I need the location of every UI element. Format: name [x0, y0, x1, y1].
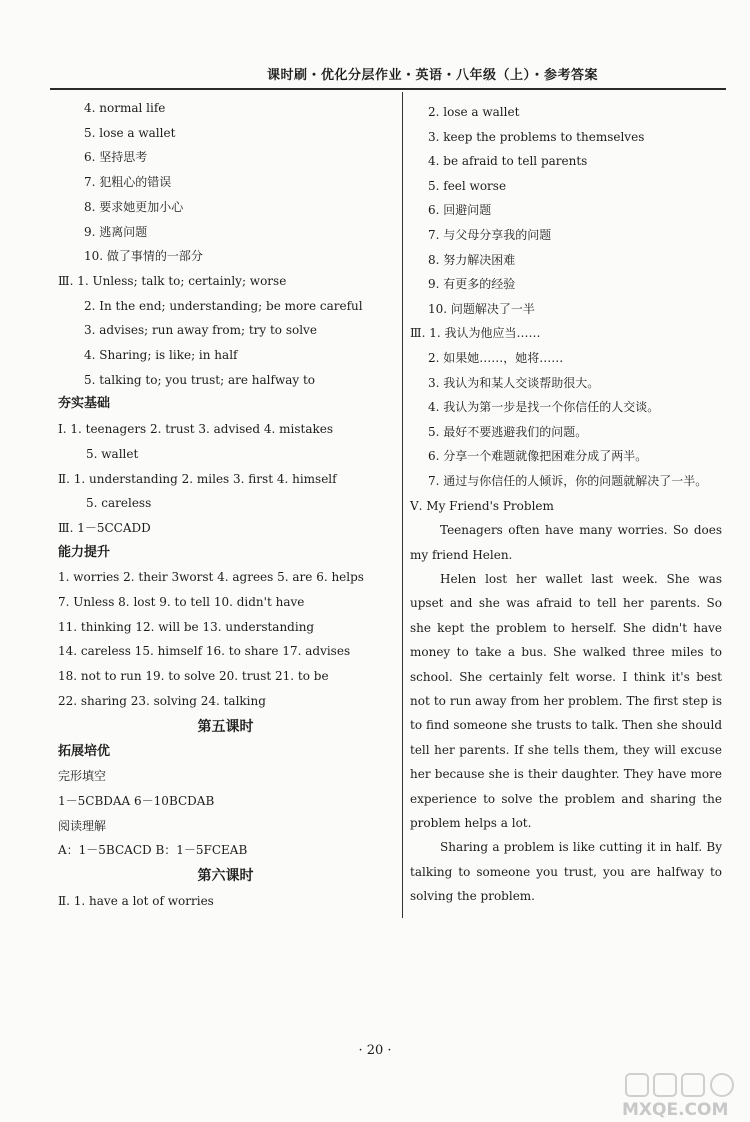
answer-line: 5. 最好不要逃避我们的问题。	[428, 424, 588, 439]
answer-line: Ⅱ. 1. understanding 2. miles 3. first 4. himself	[58, 471, 337, 486]
watermark-logo	[618, 1072, 748, 1120]
answer-line: 5. feel worse	[428, 178, 507, 193]
answer-line: 8. 努力解决困难	[428, 252, 516, 267]
answer-line: Ⅱ. 1. have a lot of worries	[58, 894, 214, 909]
essay-paragraph: Helen lost her wallet last week. She was upset and she was afraid to tell her parents. So she kept the problem to herself. She didn't have money to take a bus. She walked three miles to school. She certainly felt worse. I think it's best not to run away from her problem. The first step is to find someone she trusts to talk. Then she should tell her parents. If she tells them, they will excuse her because she is their daughter. They have more experience to solve the problem and sharing the problem helps a lot.	[410, 571, 722, 830]
answer-line: 10. 做了事情的一部分	[84, 249, 203, 264]
lesson-title: 第五课时	[197, 718, 254, 735]
answer-line: 3. 我认为和某人交谈帮助很大。	[428, 375, 600, 390]
answer-line: 6. 分享一个难题就像把困难分成了两半。	[428, 449, 648, 464]
essay-paragraph: Sharing a problem is like cutting it in half. By talking to someone you trust, you are halfway to solving the problem.	[410, 840, 722, 904]
answer-line: 1－5CBDAA 6－10BCDAB	[58, 793, 215, 808]
column-divider	[402, 92, 403, 918]
lesson-title: 第六课时	[197, 868, 254, 885]
answer-line: 22. sharing 23. solving 24. talking	[58, 693, 266, 708]
answer-line: Ⅲ. 1. 我认为他应当……	[410, 326, 541, 341]
page-header: 课时刷・优化分层作业・英语・八年级（上）・参考答案	[266, 68, 598, 83]
answer-line: 2. 如果她……，她将……	[428, 350, 564, 365]
answer-line: 5. wallet	[86, 446, 139, 461]
answer-line: 4. normal life	[84, 101, 166, 115]
answer-line: 5. talking to; you trust; are halfway to	[84, 372, 316, 387]
answer-line: 4. 我认为第一步是找一个你信任的人交谈。	[428, 400, 660, 415]
answer-line: Ⅲ. 1－5CCADD	[58, 520, 151, 535]
answer-line: Ⅲ. 1. Unless; talk to; certainly; worse	[58, 273, 287, 288]
answer-line: 7. 与父母分享我的问题	[428, 227, 552, 242]
answer-line: 8. 要求她更加小心	[84, 199, 184, 214]
answer-line: 完形填空	[58, 769, 107, 784]
answer-line: 6. 回避问题	[428, 203, 492, 218]
answer-line: Ⅰ. 1. teenagers 2. trust 3. advised 4. mistakes	[58, 422, 333, 437]
answer-line: 4. be afraid to tell parents	[428, 154, 588, 169]
header-rule	[50, 88, 726, 90]
right-column	[410, 100, 722, 909]
answer-line: 阅读理解	[58, 818, 107, 833]
essay-paragraph: Teenagers often have many worries. So does my friend Helen.	[410, 523, 722, 562]
section-heading: 夯实基础	[58, 396, 111, 412]
answer-line: 3. keep the problems to themselves	[428, 129, 645, 144]
answer-line: 1. worries 2. their 3worst 4. agrees 5. are 6. helps	[58, 570, 364, 585]
answer-line: 2. lose a wallet	[428, 105, 520, 119]
answer-line: 7. 犯粗心的错误	[84, 175, 172, 190]
section-heading: 能力提升	[58, 544, 111, 560]
answer-line: 6. 坚持思考	[84, 150, 148, 165]
answer-line: 7. Unless 8. lost 9. to tell 10. didn't have	[58, 595, 305, 610]
answer-line: A：1－5BCACD B：1－5FCEAB	[58, 843, 248, 858]
essay-title: Ⅴ. My Friend's Problem	[410, 498, 554, 513]
answer-line: 14. careless 15. himself 16. to share 17. advises	[58, 644, 351, 659]
answer-line: 10. 问题解决了一半	[428, 301, 535, 316]
answer-line: 11. thinking 12. will be 13. understanding	[58, 619, 315, 634]
section-heading: 拓展培优	[58, 743, 111, 759]
answer-line: 18. not to run 19. to solve 20. trust 21. to be	[58, 669, 329, 684]
answer-line: 5. lose a wallet	[84, 125, 176, 140]
answer-line: 5. careless	[86, 496, 152, 511]
answer-line: 9. 有更多的经验	[428, 277, 516, 292]
answer-line: 2. In the end; understanding; be more careful	[84, 298, 363, 313]
answer-line: 9. 逃离问题	[84, 224, 148, 239]
left-column	[58, 96, 393, 914]
page-number: · 20 ·	[358, 1043, 392, 1058]
answer-line: 7. 通过与你信任的人倾诉，你的问题就解决了一半。	[428, 473, 708, 488]
answer-line: 4. Sharing; is like; in half	[84, 348, 238, 363]
answer-line: 3. advises; run away from; try to solve	[84, 323, 317, 338]
watermark-text: MXQE.COM	[622, 1100, 729, 1120]
